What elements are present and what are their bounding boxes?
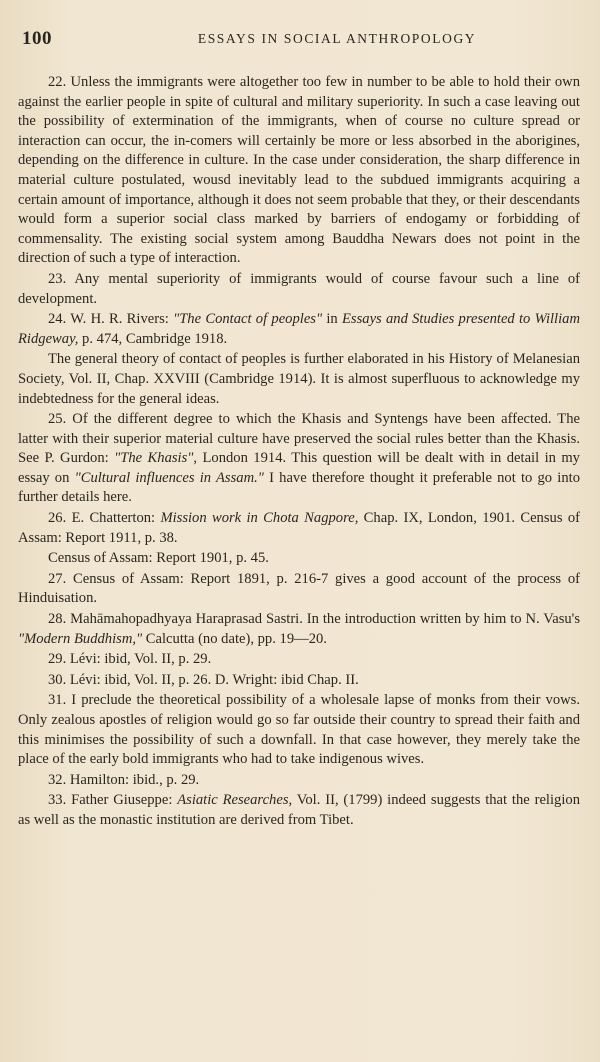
note-25-title: "The Khasis": [114, 450, 194, 467]
note-26-author: 26. E. Chatterton:: [48, 510, 161, 527]
note-25: [18, 410, 580, 508]
note-26: [18, 509, 580, 548]
note-24-in: in: [322, 311, 342, 328]
note-25-text-1: 25. Of the different degree to which the Khasis and Syntengs have been affected. The latter with their superior material culture have preserved the social rules better than the Khasis. See P. Gurdon:: [18, 411, 580, 467]
note-28-text-1: 28. Mahāmahopadhyaya Haraprasad Sastri. In the introduction written by him to N. Vasu's: [48, 611, 580, 628]
page-number: 100: [22, 28, 52, 49]
note-30: 30. Lévi: ibid, Vol. II, p. 26. D. Wright: ibid Chap. II.: [48, 671, 359, 688]
note-27: 27. Census of Assam: Report 1891, p. 216-7 gives a good account of the process of Hinduisation.: [18, 570, 580, 607]
note-24: [18, 310, 580, 349]
note-33-author: 33. Father Giuseppe:: [48, 792, 178, 809]
note-31: 31. I preclude the theoretical possibility of a wholesale lapse of monks from their vows. Only zealous apostles of religion would go so far outside their country to spread their faith and this minimises the possibility of such a downfall. In that case however, they merely take the place of the early bold immigrants who had to take indigenous wives.: [18, 692, 580, 768]
note-28-title: "Modern Buddhism,": [18, 630, 143, 647]
endnotes-body: [18, 73, 580, 832]
note-24-book: Essays and Studies presented to William Ridgeway,: [18, 311, 580, 347]
page-header: [22, 28, 582, 52]
note-33-title: Asiatic Researches,: [177, 792, 293, 809]
note-33-text: Vol. II, (1799) indeed suggests that the religion as well as the monastic institution are derived from Tibet.: [18, 792, 580, 828]
note-24-pub: p. 474, Cambridge 1918.: [78, 330, 228, 347]
note-25-text-3: I have therefore thought it preferable not to go into further details here.: [18, 469, 580, 506]
note-24-author: 24. W. H. R. Rivers:: [48, 311, 174, 328]
note-25-text-2: , London 1914. This question will be dealt with in detail in my essay on: [18, 450, 580, 486]
note-25-essay: "Cultural influences in Assam.": [74, 469, 264, 486]
note-28-text-2: Calcutta (no date), pp. 19—20.: [142, 630, 327, 647]
note-33: [18, 791, 580, 830]
note-23: 23. Any mental superiority of immigrants would of course favour such a line of development.: [18, 270, 580, 307]
note-26-title: Mission work in Chota Nagpore,: [160, 510, 359, 527]
note-26-pub: Chap. IX, London, 1901. Census of Assam: Report 1911, p. 38.: [18, 510, 580, 546]
note-24-title: "The Contact of peoples": [173, 311, 323, 328]
note-28: [18, 610, 580, 649]
note-22: 22. Unless the immigrants were altogether too few in number to be able to hold their own against the earlier people in spite of cultural and military superiority. In such a case leaving out the possibility of extermination of the immigrants, when of course no culture spread or interaction can occur, the in-comers will certainly be more or less absorbed in the aborigines, depending on the difference in culture. In the case under consideration, the sharp difference in material culture postulated, wousd inevitably lead to the subdued immigrants acquiring a certain amount of importance, although it does not seem probable that they, or their descendants would form a superior social class marked by barriers of endogamy or forbidding of commensality. The existing social system among Bauddha Newars does not point in the direction of such a type of interaction.: [18, 74, 580, 267]
note-29: 29. Lévi: ibid, Vol. II, p. 29.: [48, 651, 212, 668]
running-head: ESSAYS IN SOCIAL ANTHROPOLOGY: [197, 31, 477, 46]
note-32: 32. Hamilton: ibid., p. 29.: [48, 771, 200, 788]
note-26-continuation: Census of Assam: Report 1901, p. 45.: [48, 550, 269, 567]
note-24-continuation: The general theory of contact of peoples is further elaborated in his History of Melanesian Society, Vol. II, Chap. XXVIII (Cambridge 1914). It is almost superfluous to acknowledge my indebtedness for the general ideas.: [18, 351, 580, 407]
